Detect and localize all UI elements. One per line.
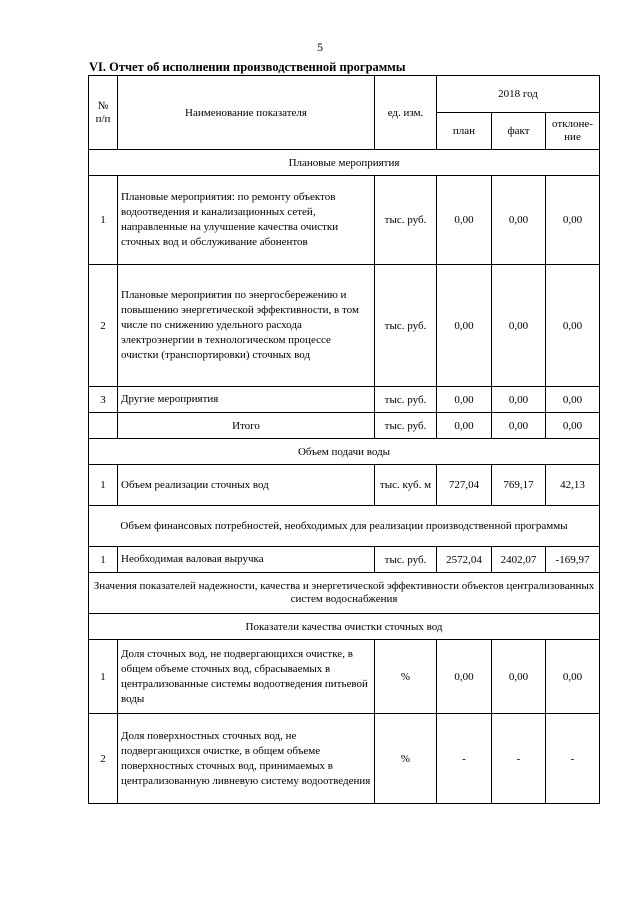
row-unit: тыс. руб. [375,265,437,387]
row-plan: 0,00 [437,640,492,714]
row-unit: тыс. руб. [375,387,437,413]
header-year: 2018 год [437,76,600,113]
row-plan: 0,00 [437,265,492,387]
row-fact: 0,00 [492,640,546,714]
row-fact: - [492,714,546,804]
table-row [89,465,600,506]
row-fact: 0,00 [492,413,546,439]
group-finance: Объем финансовых потребностей, необходимых для реализации производственной программы [89,506,600,547]
row-name: Объем реализации сточных вод [118,465,375,506]
row-unit: тыс. куб. м [375,465,437,506]
row-plan: - [437,714,492,804]
row-name: Доля сточных вод, не подвергающихся очистке, в общем объеме сточных вод, сбрасываемых в централизованные системы водоотведения питьевой воды [118,640,375,714]
row-unit: % [375,640,437,714]
row-num: 3 [89,387,118,413]
header-fact: факт [492,113,546,150]
row-plan: 0,00 [437,413,492,439]
table-row [89,265,600,387]
group-reliability: Значения показателей надежности, качества и энергетической эффективности объектов централизованных систем водоснабжения [89,573,600,614]
row-unit: тыс. руб. [375,547,437,573]
row-deviation: 0,00 [546,265,600,387]
header-plan: план [437,113,492,150]
row-fact: 2402,07 [492,547,546,573]
row-unit: % [375,714,437,804]
row-unit: тыс. руб. [375,176,437,265]
row-num: 2 [89,265,118,387]
row-num: 1 [89,465,118,506]
header-unit: ед. изм. [375,76,437,150]
group-planned: Плановые мероприятия [89,150,600,176]
row-name: Другие мероприятия [118,387,375,413]
header-num: № п/п [89,76,118,150]
page-number: 5 [317,40,323,54]
row-fact: 0,00 [492,265,546,387]
row-num [89,413,118,439]
row-fact: 769,17 [492,465,546,506]
table-row [89,387,600,413]
row-plan: 727,04 [437,465,492,506]
row-num: 1 [89,176,118,265]
total-label: Итого [118,413,375,439]
row-deviation: -169,97 [546,547,600,573]
row-plan: 0,00 [437,176,492,265]
header-name: Наименование показателя [118,76,375,150]
row-name: Необходимая валовая выручка [118,547,375,573]
group-quality: Показатели качества очистки сточных вод [89,614,600,640]
row-name: Плановые мероприятия по энергосбережению и повышению энергетической эффективности, в том числе по снижению удельного расхода электроэнергии в технологическом процессе очистки (транспортировки) сточных вод [118,265,375,387]
row-deviation: 0,00 [546,413,600,439]
row-num: 1 [89,640,118,714]
table-row [89,640,600,714]
section-title: VI. Отчет об исполнении производственной программы [89,60,406,74]
row-deviation: 0,00 [546,176,600,265]
row-unit: тыс. руб. [375,413,437,439]
row-deviation: - [546,714,600,804]
table-row [89,547,600,573]
table-row [89,714,600,804]
group-supply: Объем подачи воды [89,439,600,465]
row-fact: 0,00 [492,176,546,265]
row-deviation: 42,13 [546,465,600,506]
row-name: Плановые мероприятия: по ремонту объектов водоотведения и канализационных сетей, направленные на улучшение качества очистки сточных вод и обслуживание абонентов [118,176,375,265]
row-deviation: 0,00 [546,640,600,714]
row-fact: 0,00 [492,387,546,413]
row-plan: 2572,04 [437,547,492,573]
row-plan: 0,00 [437,387,492,413]
table-row [89,176,600,265]
row-name: Доля поверхностных сточных вод, не подвергающихся очистке, в общем объеме поверхностных сточных вод, принимаемых в централизованную ливневую систему водоотведения [118,714,375,804]
row-num: 2 [89,714,118,804]
row-deviation: 0,00 [546,387,600,413]
total-row [89,413,600,439]
header-deviation: отклоне- ние [546,113,600,150]
report-table [88,75,600,804]
row-num: 1 [89,547,118,573]
